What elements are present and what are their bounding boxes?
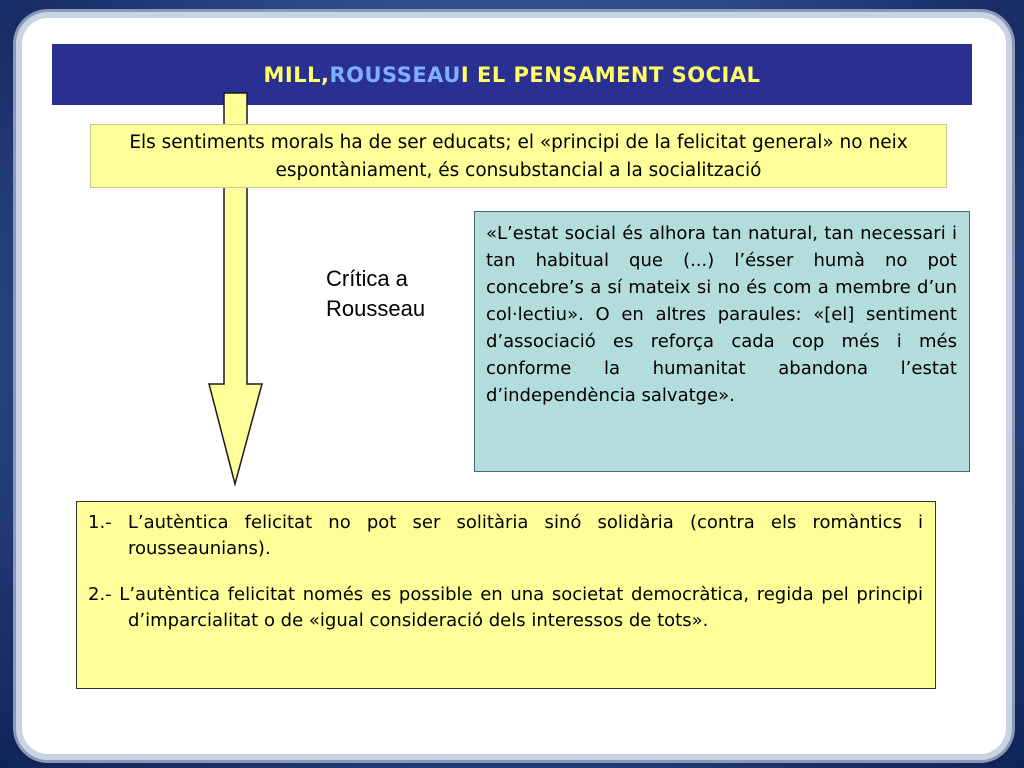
- title-part-rest: I EL PENSAMENT SOCIAL: [460, 62, 761, 87]
- moral-sentiments-box: Els sentiments morals ha de ser educats; el «principi de la felicitat general» no neix espontàniament, és consubstancial a la socialització: [90, 124, 947, 188]
- conclusion-item-2: 2.- L’autèntica felicitat només es possible en una societat democràtica, regida pel principi d’imparcialitat o de «igual consideració dels interessos de tots».: [88, 584, 923, 631]
- title-part-rousseau: ROUSSEAU: [329, 62, 461, 87]
- critique-label-line1: Crítica a: [326, 266, 408, 291]
- critique-label: [326, 264, 466, 324]
- critique-label-line2: Rousseau: [326, 296, 426, 321]
- slide-title: [52, 44, 972, 105]
- title-part-mill: MILL,: [263, 62, 330, 87]
- quote-box: «L’estat social és alhora tan natural, tan necessari i tan habitual que (...) l’ésser humà no pot concebre’s a sí mateix si no és com a membre d’un col·lectiu». O en altres paraules: «[el] sentiment d’associació es reforça cada cop més i més conforme la humanitat abandona l’estat d’independència salvatge».: [474, 211, 970, 472]
- conclusions-box: [76, 501, 936, 689]
- conclusion-item-1: 1.- L’autèntica felicitat no pot ser solitària sinó solidària (contra els romàntics i rousseaunians).: [88, 512, 923, 559]
